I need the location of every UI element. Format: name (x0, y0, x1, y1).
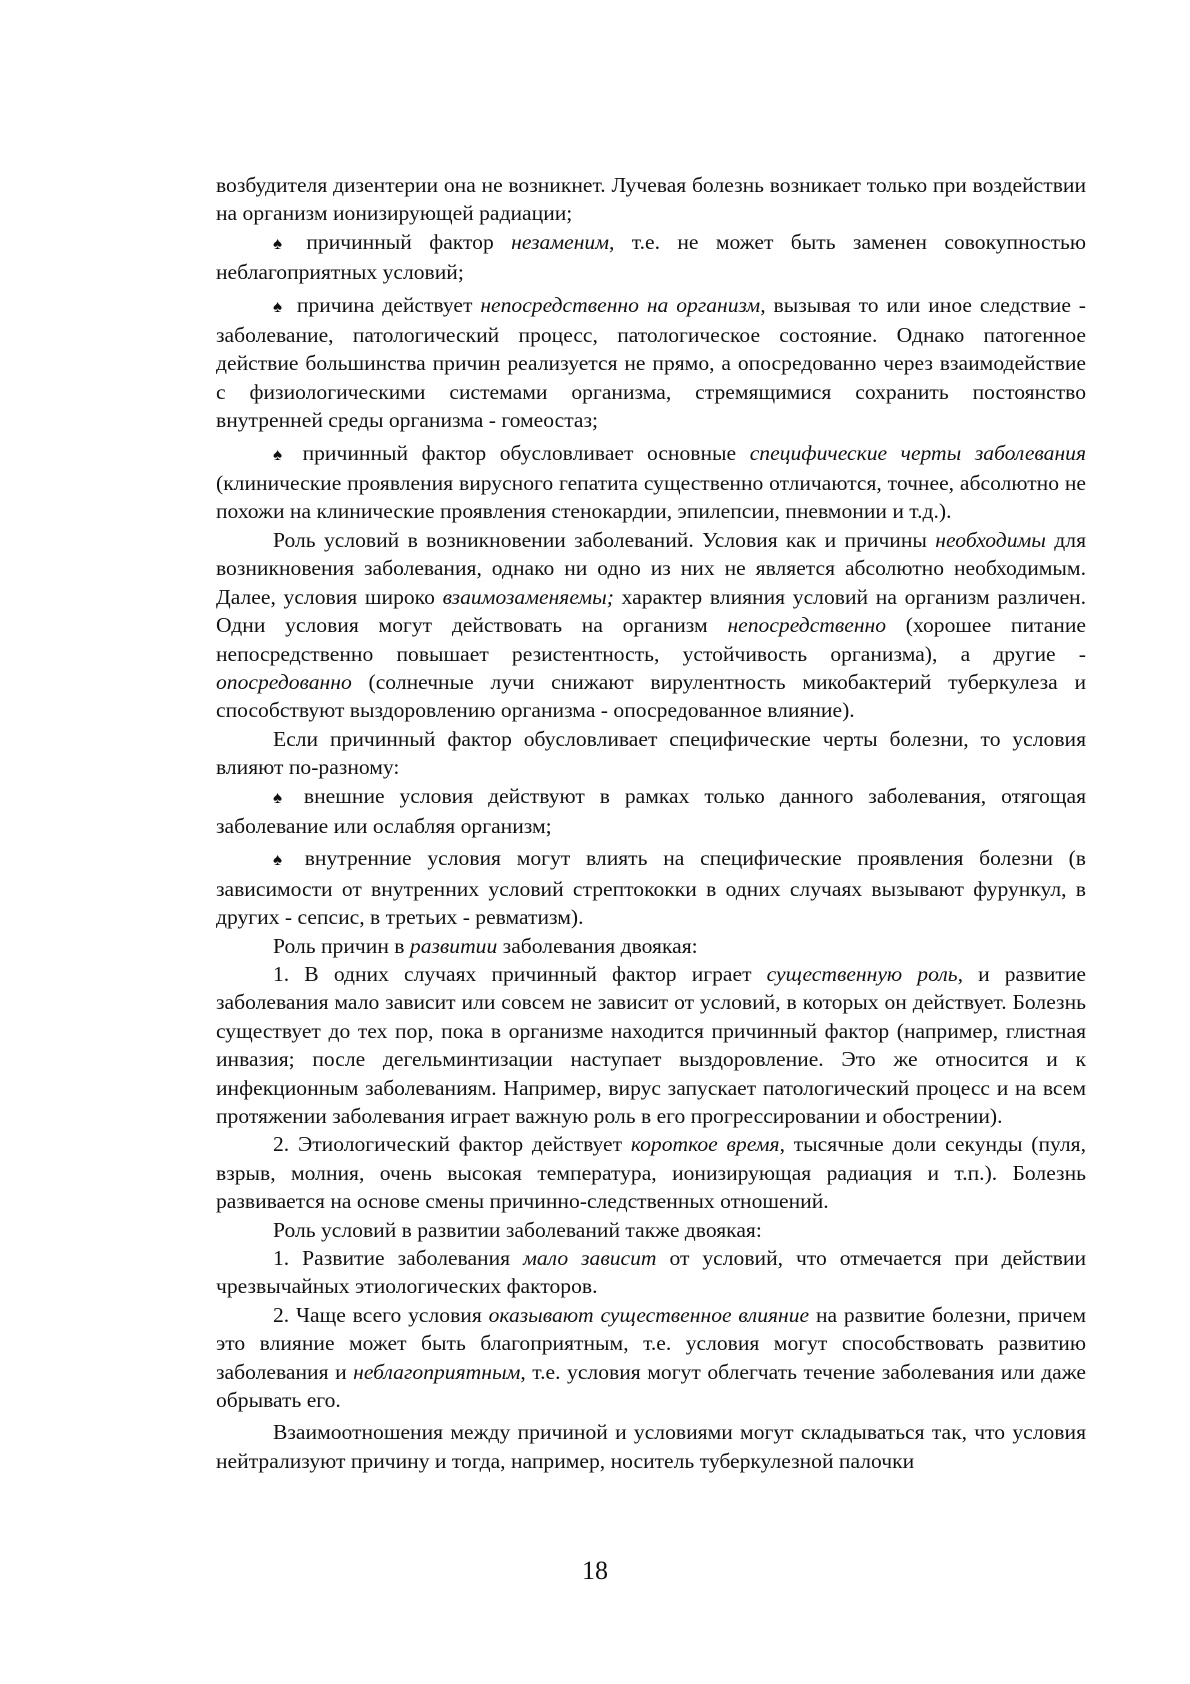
italic-text: непосредственно на организм, (480, 292, 766, 317)
paragraph (216, 1418, 1086, 1475)
paragraph (216, 725, 1086, 782)
italic-text: неблагоприятным (353, 1359, 521, 1384)
paragraph (216, 171, 1086, 228)
text-run: и развитие заболевания мало зависит или совсем не зависит от условий, в которых он действует. Болезнь существует до тех пор, пока в организме находится причинный фактор (например, глистная инвазия; после дегельминтизации наступает выздоровление. Это же относится и к инфекционным заболеваниям. Например, вирус запускает патологический процесс и на всем протяжении заболевания играет важную роль в его прогрессировании и обострении). (216, 961, 1086, 1128)
italic-text: взаимозаменяемы; (442, 584, 614, 609)
paragraph (216, 932, 1086, 960)
text-run: 1. Развитие заболевания (273, 1246, 524, 1271)
page-number: 18 (582, 1556, 608, 1585)
text-run: причина действует (289, 292, 481, 317)
text-run: вызывая то или иное следствие - заболевание, патологический процесс, патологическое состояние. Однако патогенное действие большинства причин реализуется не прямо, а опосредованно через взаимодействие с физиологическими системами организма, стремящимися сохранить постоянство внутренней среды организма - гомеостаз; (216, 292, 1086, 433)
spade-bullet-icon: ♠ (273, 787, 283, 807)
body-text (216, 171, 1086, 1475)
text-run: характер влияния условий на организм различен. Одни условия могут действовать на организм (216, 584, 1086, 638)
text-run: Роль условий в развитии заболеваний также двоякая: (273, 1217, 762, 1242)
text-run: возбудителя дизентерии она не возникнет. Лучевая болезнь возникает только при воздействии на организм ионизирующей радиации; (216, 173, 1086, 226)
text-run: Если причинный фактор обусловливает специфические черты болезни, то условия влияют по-разному: (216, 726, 1086, 780)
italic-text: непосредственно (727, 613, 887, 638)
italic-text: мало зависит (523, 1246, 657, 1271)
text-run: т.е. не может быть заменен совокупностью неблагоприятных условий; (216, 229, 1086, 285)
paragraph (216, 291, 1086, 435)
italic-text: специфические черты заболевания (749, 440, 1087, 465)
paragraph (216, 526, 1086, 725)
text-run: внешние условия действуют в рамках только данного заболевания, отягощая заболевание или ослабляя организм; (216, 783, 1086, 838)
text-run: Роль условий в возникновении заболеваний. Условия как и причины (273, 527, 936, 552)
spade-bullet-icon: ♠ (273, 444, 283, 464)
paragraph (216, 1301, 1086, 1415)
italic-text: существенную роль, (766, 961, 963, 986)
text-run: причинный фактор (289, 229, 512, 254)
text-run: 2. Этиологический фактор действует (273, 1132, 631, 1157)
italic-text: короткое время (630, 1132, 780, 1157)
text-run: внутренние условия могут влиять на специфические проявления болезни (в зависимости от внутренних условий стрептококки в одних случаях вызывают фурункул, в других - сепсис, в третьих - ревматизм). (216, 846, 1086, 930)
italic-text: оказывают существенное влияние (488, 1302, 810, 1327)
spade-bullet-icon: ♠ (273, 296, 283, 316)
paragraph (216, 960, 1086, 1130)
italic-text: опосредованно (216, 669, 352, 694)
paragraph (216, 844, 1086, 931)
text-run: причинный фактор обусловливает основные (289, 440, 750, 465)
text-run: (клинические проявления вирусного гепатита существенно отличаются, точнее, абсолютно не похожи на клинические проявления стенокардии, эпилепсии, пневмонии и т.д.). (216, 471, 1086, 524)
paragraph (216, 782, 1086, 841)
paragraph (216, 439, 1086, 526)
paragraph (216, 228, 1086, 287)
text-run: Взаимоотношения между причиной и условиями могут складываться так, что условия нейтрализуют причину и тогда, например, носитель туберкулезной палочки (216, 1420, 1086, 1473)
paragraph (216, 1216, 1086, 1244)
text-run: от условий, что отмечается при действии чрезвычайных этиологических факторов. (216, 1246, 1086, 1299)
italic-text: развитии (409, 933, 498, 958)
text-run: (хорошее питание непосредственно повышает резистентность, устойчивость организма), а другие - (216, 613, 1086, 666)
paragraph (216, 1130, 1086, 1215)
spade-bullet-icon: ♠ (273, 233, 283, 253)
italic-text: незаменим, (511, 229, 615, 254)
text-run: Роль причин в (273, 933, 410, 958)
text-run: , тысячные доли секунды (пуля, взрыв, молния, очень высокая температура, ионизирующая радиация и т.п.). Болезнь развивается на основе смены причинно-следственных отношений. (216, 1132, 1087, 1214)
paragraph (216, 1244, 1086, 1301)
text-run: для возникновения заболевания, однако ни одно из них не является абсолютно необходимым. Далее, условия широко (216, 527, 1087, 609)
text-run: 1. В одних случаях причинный фактор играет (273, 961, 767, 986)
text-run: 2. Чаще всего условия (273, 1302, 489, 1327)
text-run: (солнечные лучи снижают вирулентность микобактерий туберкулеза и способствуют выздоровлению организма - опосредованное влияние). (216, 669, 1086, 723)
text-run: , т.е. условия могут облегчать течение заболевания или даже обрывать его. (216, 1359, 1086, 1413)
text-run: на развитие болезни, причем это влияние может быть благоприятным, т.е. условия могут способствовать развитию заболевания и (216, 1302, 1086, 1384)
text-run: заболевания двоякая: (497, 933, 698, 958)
italic-text: необходимы (935, 527, 1046, 552)
spade-bullet-icon: ♠ (273, 850, 283, 870)
